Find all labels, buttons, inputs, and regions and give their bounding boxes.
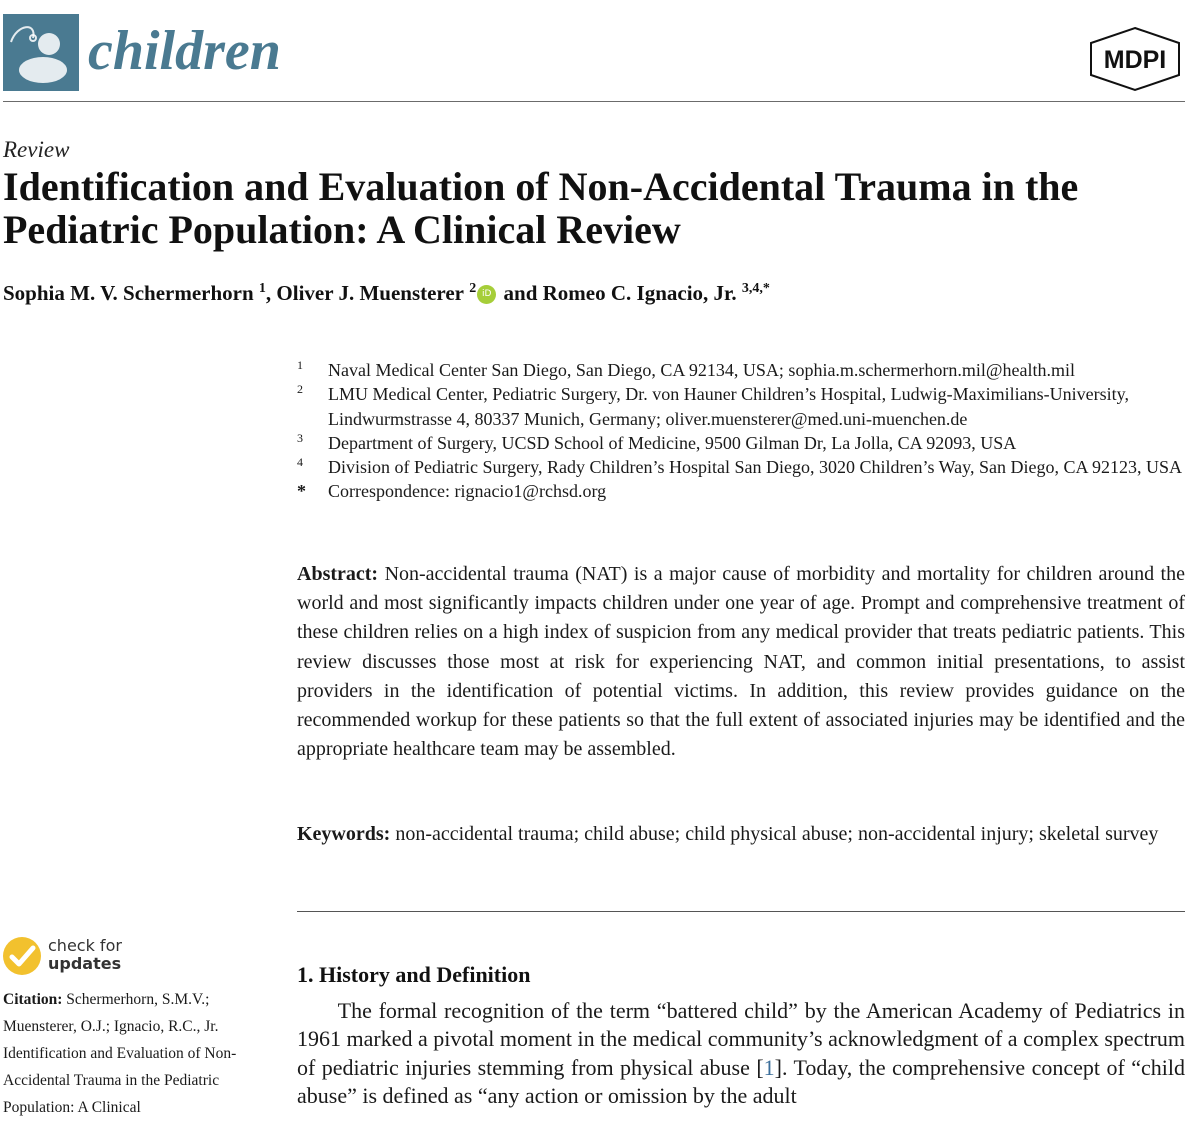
orcid-icon[interactable]: iD bbox=[477, 285, 496, 304]
citation bbox=[3, 986, 251, 1121]
abstract bbox=[297, 560, 1185, 764]
affiliation-item bbox=[297, 358, 1189, 382]
affiliations bbox=[297, 358, 1189, 504]
check-for-updates-badge[interactable] bbox=[3, 935, 133, 977]
keywords-text: non-accidental trauma; child abuse; child physical abuse; non-accidental injury; skeletal survey bbox=[395, 823, 1159, 845]
affiliation-item bbox=[297, 382, 1189, 431]
check-for-label: check for bbox=[48, 936, 122, 955]
affiliation-text: LMU Medical Center, Pediatric Surgery, Dr. von Hauner Children’s Hospital, Ludwig-Maximilians-University, Lindwurmstrasse 4, 80337 Munich, Germany; oliver.muensterer@med.uni-muenchen.de bbox=[328, 384, 1129, 429]
author-affil-sup: 3,4,* bbox=[741, 281, 770, 296]
body-paragraph bbox=[297, 997, 1185, 1110]
reference-link[interactable]: 1 bbox=[763, 1054, 775, 1080]
correspondence-mark: * bbox=[297, 481, 306, 502]
keywords bbox=[297, 820, 1185, 849]
abstract-label: Abstract: bbox=[297, 563, 379, 585]
mdpi-logo[interactable] bbox=[1087, 26, 1183, 92]
journal-name[interactable]: children bbox=[88, 20, 281, 82]
correspondence bbox=[297, 479, 1189, 503]
author-affil-sup: 2 bbox=[469, 281, 477, 296]
journal-logo bbox=[3, 14, 79, 91]
body-text-start: The formal recognition of the term “battered child” by the American Academy of Pediatrics in 1961 marked a pivotal moment in the medical community’s acknowledgment of a complex spectrum of pediatric injuries stemming from physical abuse [ bbox=[297, 998, 1185, 1080]
keywords-label: Keywords: bbox=[297, 823, 391, 845]
affiliation-number: 1 bbox=[297, 358, 303, 372]
citation-text: Schermerhorn, S.M.V.; Muensterer, O.J.; Ignacio, R.C., Jr. Identification and Evaluation of Non-Accidental Trauma in the Pediatric Population: A Clinical bbox=[3, 991, 237, 1116]
affiliation-item bbox=[297, 455, 1189, 479]
author-name[interactable]: Romeo C. Ignacio, Jr. bbox=[542, 281, 737, 305]
correspondence-text[interactable]: Correspondence: rignacio1@rchsd.org bbox=[328, 481, 607, 502]
journal-logo-icon bbox=[3, 14, 79, 91]
body-text-end: ]. Today, the comprehensive concept of “child abuse” is defined as “any action or omission by the adult bbox=[297, 1054, 1186, 1108]
article-title: Identification and Evaluation of Non-Accidental Trauma in the Pediatric Population: A Clinical Review bbox=[3, 164, 1079, 252]
updates-label: updates bbox=[48, 954, 122, 973]
citation-label: Citation: bbox=[3, 991, 63, 1008]
affiliation-text: Naval Medical Center San Diego, San Diego, CA 92134, USA; sophia.m.schermerhorn.mil@health.mil bbox=[328, 360, 1075, 380]
author-affil-sup: 1 bbox=[258, 281, 266, 296]
article-type: Review bbox=[3, 137, 70, 162]
publisher-name: MDPI bbox=[1103, 46, 1167, 74]
section-divider bbox=[297, 911, 1185, 912]
author-name[interactable]: Oliver J. Muensterer bbox=[276, 281, 465, 305]
affiliation-number: 3 bbox=[297, 430, 303, 445]
affiliation-item bbox=[297, 431, 1189, 455]
header-rule bbox=[3, 101, 1185, 102]
affiliation-text: Division of Pediatric Surgery, Rady Children’s Hospital San Diego, 3020 Children’s Way, San Diego, CA 92123, USA bbox=[328, 457, 1182, 478]
author-list: Sophia M. V. Schermerhorn $^1$, Oliver J. Muensterer $^2$ iD and Romeo C. Ignacio, Jr. $^{3,4,*}$ bbox=[3, 281, 770, 305]
affiliation-number: 4 bbox=[297, 455, 303, 470]
checkmark-icon bbox=[3, 937, 41, 975]
section-heading: 1. History and Definition bbox=[297, 962, 531, 987]
affiliation-text: Department of Surgery, UCSD School of Medicine, 9500 Gilman Dr, La Jolla, CA 92093, USA bbox=[328, 432, 1017, 453]
abstract-text: Non-accidental trauma (NAT) is a major cause of morbidity and mortality for children around the world and most significantly impacts children under one year of age. Prompt and comprehensive treatment of these children relies on a high index of suspicion from any medical provider that treats pediatric patients. This review discusses those most at risk for experiencing NAT, and common initial presentations, to assist providers in the identification of potential victims. In addition, this review provides guidance on the recommended workup for these patients so that the full extent of associated injuries may be identified and the appropriate healthcare team may be assembled. bbox=[297, 563, 1185, 761]
affiliation-number: 2 bbox=[297, 382, 303, 397]
author-name[interactable]: Sophia M. V. Schermerhorn bbox=[3, 281, 254, 305]
